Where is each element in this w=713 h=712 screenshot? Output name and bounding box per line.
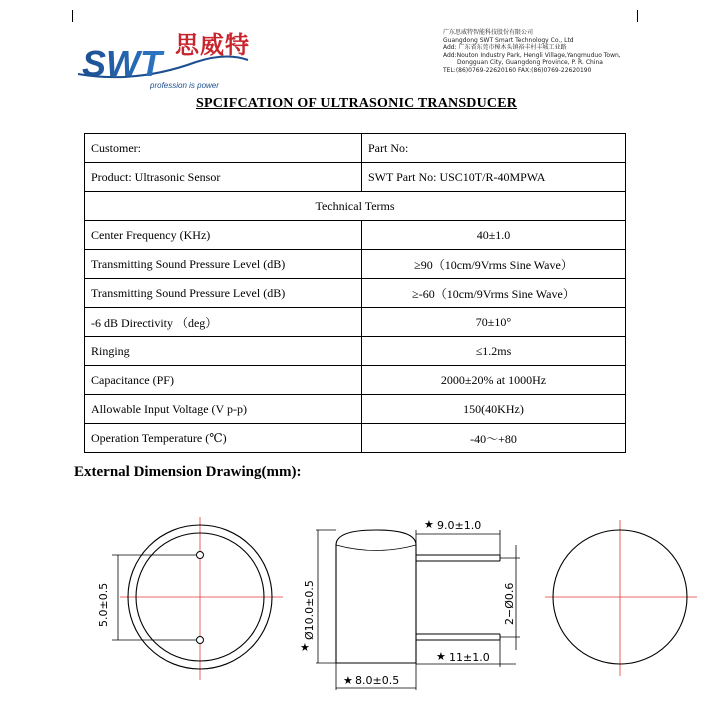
- param-cell: Capacitance (PF): [85, 366, 362, 395]
- param-cell: Transmitting Sound Pressure Level (dB): [85, 250, 362, 279]
- param-cell: Center Frequency (KHz): [85, 221, 362, 250]
- dim-pin-spacing: 5.0±0.5: [97, 582, 110, 627]
- star-mark: ★: [343, 674, 353, 687]
- logo-swt-text: SWT: [82, 44, 162, 84]
- value-cell: 150(40KHz): [362, 395, 626, 424]
- value-cell: 70±10°: [362, 308, 626, 337]
- table-row: [85, 192, 626, 221]
- param-cell: Ringing: [85, 337, 362, 366]
- dim-body-height: 8.0±0.5: [355, 674, 400, 687]
- crop-mark-top-left: [72, 10, 73, 22]
- param-cell: Transmitting Sound Pressure Level (dB): [85, 279, 362, 308]
- company-line: Add:Nouton Industry Park, Hengli Village,Yangmuduo Town,: [443, 51, 621, 59]
- dim-diameter: Ø10.0±0.5: [303, 580, 316, 640]
- dimension-drawing: [0, 480, 713, 712]
- logo-tagline: profession is power: [150, 81, 219, 90]
- star-mark: ★: [424, 518, 434, 531]
- value-cell: 2000±20% at 1000Hz: [362, 366, 626, 395]
- company-line: Dongguan City, Guangdong Province, P. R. China: [457, 59, 603, 66]
- pin-hole-top: [197, 552, 204, 559]
- star-mark: ★: [300, 641, 310, 654]
- param-cell: Operation Temperature (℃): [85, 424, 362, 453]
- value-cell: ≤1.2ms: [362, 337, 626, 366]
- table-row: [85, 279, 626, 308]
- table-row: [85, 366, 626, 395]
- side-view: [300, 518, 520, 690]
- back-view: [545, 520, 697, 676]
- table-row: [85, 395, 626, 424]
- top-rim: [336, 545, 416, 551]
- value-cell: 40±1.0: [362, 221, 626, 250]
- product-label: Product: Ultrasonic Sensor: [85, 163, 362, 192]
- dim-pin-diameter: 2−Ø0.6: [503, 582, 516, 625]
- param-cell: -6 dB Directivity （deg）: [85, 308, 362, 337]
- front-view: [97, 517, 283, 680]
- company-line: 广东思威特智能科技股份有限公司: [443, 29, 534, 36]
- dim-pin-length: 9.0±1.0: [437, 519, 482, 532]
- param-cell: Allowable Input Voltage (V p-p): [85, 395, 362, 424]
- dim-total-length: 11±1.0: [449, 651, 490, 664]
- body-outline: [336, 530, 416, 663]
- customer-label: Customer:: [85, 134, 362, 163]
- part-no-label: Part No:: [362, 134, 626, 163]
- table-row: [85, 134, 626, 163]
- swt-logo-mark: [76, 44, 251, 84]
- value-cell: ≥-60（10cm/9Vrms Sine Wave）: [362, 279, 626, 308]
- swt-part-no: SWT Part No: USC10T/R-40MPWA: [362, 163, 626, 192]
- table-row: [85, 163, 626, 192]
- section-header: Technical Terms: [85, 192, 626, 221]
- crop-mark-top-right: [637, 10, 638, 22]
- spec-table: [84, 133, 626, 453]
- company-line: TEL:(86)0769-22620160 FAX:(86)0769-22620190: [443, 66, 592, 74]
- value-cell: -40～+80: [362, 424, 626, 453]
- drawing-title: External Dimension Drawing(mm):: [74, 464, 302, 480]
- company-info: [443, 29, 621, 74]
- company-line: Add: 广东省东莞市樟木头镇裕丰村丰城工业路: [443, 44, 567, 51]
- table-row: [85, 337, 626, 366]
- value-cell: ≥90（10cm/9Vrms Sine Wave）: [362, 250, 626, 279]
- table-row: [85, 221, 626, 250]
- company-line: Guangdong SWT Smart Technology Co., Ltd: [443, 36, 574, 44]
- star-mark: ★: [436, 650, 446, 663]
- pin-hole-bottom: [197, 637, 204, 644]
- table-row: [85, 308, 626, 337]
- table-row: [85, 250, 626, 279]
- table-row: [85, 424, 626, 453]
- logo-chinese-name: 思威特: [175, 31, 250, 59]
- document-title: SPCIFCATION OF ULTRASONIC TRANSDUCER: [196, 96, 518, 111]
